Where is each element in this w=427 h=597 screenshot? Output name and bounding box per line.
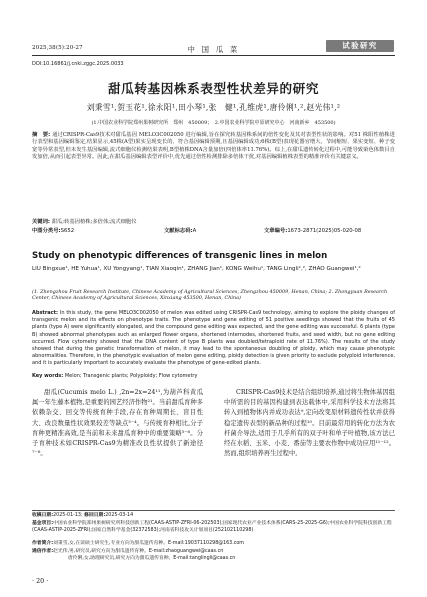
- section-tag: 试验研究: [326, 40, 394, 52]
- footnote-divider: [32, 510, 395, 511]
- chinese-abstract: [32, 132, 395, 161]
- english-keywords-text: Melon; Transgenic plants; Polyploidy; Flow cytometry: [64, 373, 198, 379]
- chinese-title: 甜瓜转基因株系表型性状差异的研究: [107, 81, 320, 96]
- classification-line: [32, 228, 395, 235]
- footnote-dates: [32, 513, 395, 520]
- revised-label: 修回日期:: [84, 513, 106, 518]
- body-column-left: [32, 388, 203, 459]
- english-authors: LIU Bingxue¹, HE Yuhua¹, XU Yongyang¹, TIAN Xiaoqin¹, ZHANG Jian¹, KONG Weihu¹, TANG Lingli¹,², ZHAO Guangwei¹,²: [32, 266, 361, 272]
- funding-text: 中国农业科学院郑州果树研究所科技创新工程(CAAS-ASTIP-ZFRI-06-202503);国家现代农业产业技术体系(CARS-25-2025-G6);中国农业科学院科技创新工程(CAAS-ASTIP-2025-ZFRI);国家自然科学基金(32372583);河南省科技攻关计划项目(252102110298): [32, 521, 392, 533]
- chinese-affiliation: (1.中国农业科学院郑州果树研究所 郑州 450009； 2.中国农业科学院中原研究中心 河南新乡 453500): [91, 120, 336, 126]
- author-text: 刘秉雪,女,在读硕士研究生,专业方向为甜瓜遗传育种。E-mail:19037110298@163.com: [53, 541, 244, 546]
- clc-field: [32, 228, 164, 235]
- author-label: 作者简介:: [32, 541, 54, 546]
- english-abstract-text: In this study, the gene MELO3C002050 of melon was edited using CRISPR-Cas9 technology, aiming to explore the ploidy changes of transgenic melon and its effects on phenotype traits. The phenotype and gene editing of 51 positive seedlings showed that the fruits of 45 plants (type A) were significantly elongated, and the compound gene editing was expected, and the gene editing was successful. 6 plants (type B) showed abnormal phenotypes such as enlarged flower organs, shortened internodes, shortened fruits, and seed width, but no gene editing occurred. Flow cytometry showed that the DNA content of type B plants was doubled/tetraploid rate of 11.76%). The results of the study showed that during the genetic transformation of melon, it may lead to the spontaneous doubling of ploidy, which may cause phenotypic abnormalities. Therefore, in the phenotypic evaluation of melon gene editing, ploidy detection is given priority to exclude polyploid interference, and it is particularly important to accurately evaluate the phenotype of gene-edited plants.: [32, 310, 395, 367]
- english-keywords-label: Key words:: [32, 373, 64, 379]
- english-keywords: [32, 373, 395, 380]
- corresponding-label: 通信作者:: [32, 549, 54, 554]
- corresponding-text-2: 唐伶俐,女,助理研究员,研究方向为甜瓜遗传育种。E-mail:tanglingli@caas.cn: [68, 555, 236, 561]
- footnote-author: [32, 541, 395, 548]
- chinese-keywords-text: 甜瓜;转基因植株;多倍体;流式细胞仪: [51, 219, 137, 225]
- corresponding-text-1: 赵光伟,男,研究员,研究方向为甜瓜遗传育种。E-mail:zhaoguangwei@caas.cn: [53, 549, 224, 554]
- english-abstract-label: Abstract:: [32, 310, 59, 316]
- footnote-funding: [32, 521, 395, 534]
- article-no-field: [264, 228, 361, 235]
- chinese-abstract-text: 通过CRISPR-Cas9技术对甜瓜基因 MELO3C002050 进行编辑,旨在探究转基因株系间的倍性变化及其对表型性状的影响。对51 株阳性植株进行表型和基因编辑鉴定,结果显示,45株(A型)果实呈现变长的、符合基因编辑预期,且基因编辑成功;6株(B型)表现花器官增大、节间缩短、果实变短、种子变宽等异常表型,但未发生基因编辑,流式细胞仪检测结果表明,B型植株DNA含量加倍(四倍体率11.76%)。综上,在甜瓜遗传转化过程中,可能导致染色体数目自发加倍,从而引起表型异常。因此,在甜瓜基因编辑表型评价中,优先通过倍性检测排除多倍体干扰,对基因编辑植株表型的精准评价有关键意义。: [32, 132, 395, 160]
- english-affiliation: (1. Zhengzhou Fruit Research Institute, Chinese Academy of Agricultural Sciences, Zhengzhou 450009, Henan, China; 2. Zhongyuan Research Center, Chinese Academy of Agricultural Sciences, Xinxiang 453500, Henan, China): [32, 289, 388, 302]
- doc-code-field: [164, 228, 264, 235]
- footnote-corresponding: [32, 549, 395, 562]
- clc-value: S652: [60, 228, 75, 234]
- chinese-abstract-label: 摘 要:: [32, 132, 51, 138]
- chinese-keywords: [32, 219, 395, 226]
- received-label: 收稿日期:: [32, 513, 54, 518]
- doc-code-value: A: [192, 228, 197, 234]
- english-abstract: [32, 310, 395, 368]
- chinese-keywords-label: 关键词:: [32, 219, 51, 225]
- corresponding-line-1: [32, 549, 395, 556]
- doc-code-label: 文献标志码:: [164, 228, 193, 234]
- page-number: · 20 ·: [32, 577, 49, 585]
- body-paragraph: CRISPR-Cas9技术是结合组织培养,通过将生物体基因组中所需的目的基因构建到表达载体中,采用科学技术方法将其转入到植物体内并成功表达⁹,定向改变原材料遗传性状并获得稳定遗传表型的新品种的过程¹⁰。目前最常用的转化方法为农杆菌介导法,适用于几乎所有的双子叶和单子叶植物,该方法已经在水稻、玉米、小麦、番茄等主要农作物中成功应用¹¹⁻¹²。然而,组织培养再生过程中,: [224, 389, 395, 458]
- citation-header: 2025,38(5):20-27: [32, 45, 83, 51]
- english-title: Study on phenotypic differences of transgenic lines in melon: [32, 251, 328, 261]
- article-no-value: 1673-2871(2025)05-020-08: [287, 228, 362, 234]
- article-no-label: 文章编号:: [264, 228, 288, 234]
- funding-label: 基金项目:: [32, 521, 54, 526]
- chinese-authors: 刘秉雪¹,贺玉花¹,徐永阳¹,田小琴¹,张 健¹,孔维虎¹,唐伶俐¹,²,赵光伟¹,²: [86, 103, 341, 112]
- doi: DOI:10.16861/j.cnki.zggc.2025.0033: [32, 61, 124, 67]
- body-paragraph: 甜瓜(Cucumis melo L.) ,2n=2x=24¹¹,为葫芦科黄瓜属一年生藤本植物,是重要的园艺经济作物²¹。当前甜瓜育种多依赖杂交、回交等传统育种手段,存在育种周期长、盲目性大、改良数量性状效果较差等缺点³⁻⁴。与传统育种相比,分子育种更精准高效,是当前和未来甜瓜育种中的重要策略⁵⁻⁶。分子育种技术如CRISPR-Cas9为精准改良性状提供了新途径⁷⁻⁸。: [32, 389, 203, 458]
- clc-label: 中图分类号:: [32, 228, 61, 234]
- header-divider: [32, 55, 395, 56]
- body-column-right: [224, 388, 395, 459]
- received-date: 2025-01-13;: [53, 513, 83, 518]
- journal-name: 中 国 瓜 菜: [187, 45, 240, 54]
- revised-date: 2025-03-14: [105, 513, 134, 518]
